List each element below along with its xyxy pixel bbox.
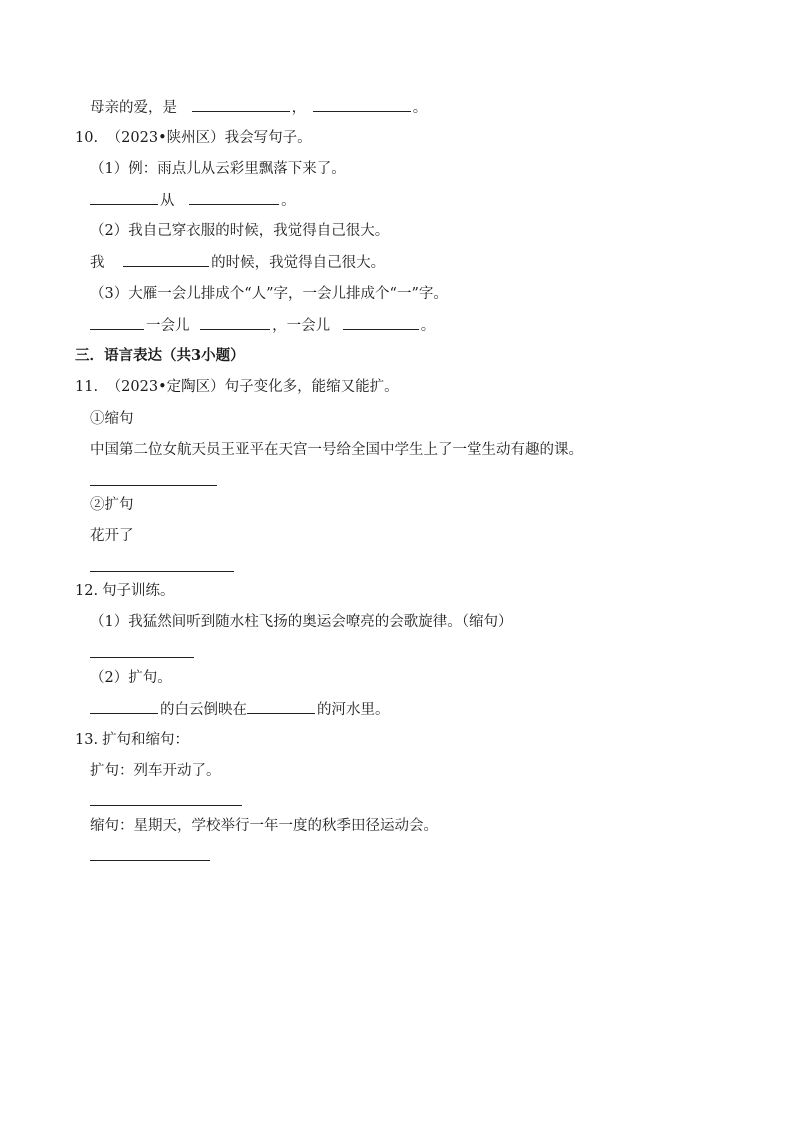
answer-blank[interactable] xyxy=(90,315,144,330)
answer-blank[interactable] xyxy=(200,315,270,330)
question-stem: 我会写句子。 xyxy=(224,130,312,146)
q13-expand-text: 扩句：列车开动了。 xyxy=(90,763,221,779)
q10-part1-prompt: （1）例：雨点儿从云彩里飘落下来了。 xyxy=(90,161,346,177)
answer-blank[interactable] xyxy=(192,97,290,112)
answer-blank[interactable] xyxy=(90,699,158,714)
q12-part1-prompt: （1）我猛然间听到随水柱飞扬的奥运会嘹亮的会歌旋律。（缩句） xyxy=(90,614,513,630)
question-number: 12. xyxy=(75,583,99,599)
question-source: （2023•陕州区） xyxy=(106,130,225,146)
q10-part3-a: 一会儿 xyxy=(146,318,190,334)
q10-part1-answer xyxy=(90,190,296,211)
answer-blank[interactable] xyxy=(343,315,419,330)
q10-part2-post: 的时候，我觉得自己很大。 xyxy=(211,255,386,271)
q12-part2-answer xyxy=(90,699,390,720)
q11-shrink-label: ①缩句 xyxy=(90,411,134,427)
question-number: 10. xyxy=(75,130,99,146)
question-11-header xyxy=(75,377,399,397)
q12-part2-prompt: （2）扩句。 xyxy=(90,670,172,686)
q10-part2-pre: 我 xyxy=(90,255,105,271)
question-stem: 句子变化多，能缩又能扩。 xyxy=(224,379,399,395)
period: 。 xyxy=(281,193,296,209)
answer-line[interactable] xyxy=(90,485,217,486)
answer-blank[interactable] xyxy=(90,190,158,205)
question-10-header xyxy=(75,128,312,148)
question-12-header xyxy=(75,581,175,601)
q10-part2-answer xyxy=(90,252,385,273)
comma: ， xyxy=(291,100,307,116)
answer-line[interactable] xyxy=(90,657,194,658)
section-title: 三．语言表达（共3小题） xyxy=(75,347,245,364)
period: 。 xyxy=(412,100,428,116)
q13-shrink-text: 缩句：星期天，学校举行一年一度的秋季田径运动会。 xyxy=(90,818,438,834)
q10-part3-answer xyxy=(90,315,435,336)
question-source: （2023•定陶区） xyxy=(106,379,225,395)
q11-expand-text: 花开了 xyxy=(90,528,134,544)
mother-love-prefix: 母亲的爱，是 xyxy=(90,100,177,116)
answer-line[interactable] xyxy=(90,860,210,861)
q12-part2-mid: 的白云倒映在 xyxy=(160,702,247,718)
q10-part3-prompt: （3）大雁一会儿排成个“人”字，一会儿排成个“一”字。 xyxy=(90,286,448,302)
question-stem: 句子训练。 xyxy=(102,583,175,599)
q10-part2-prompt: （2）我自己穿衣服的时候，我觉得自己很大。 xyxy=(90,223,390,239)
question-13-header xyxy=(75,730,189,750)
answer-blank[interactable] xyxy=(313,97,411,112)
answer-blank[interactable] xyxy=(247,699,315,714)
q10-part1-mid: 从 xyxy=(160,193,175,209)
answer-line[interactable] xyxy=(90,805,242,806)
question-number: 13. xyxy=(75,732,99,748)
q11-shrink-text: 中国第二位女航天员王亚平在天宫一号给全国中学生上了一堂生动有趣的课。 xyxy=(90,442,583,458)
question-number: 11. xyxy=(75,379,99,395)
q12-part2-end: 的河水里。 xyxy=(317,702,390,718)
question-stem: 扩句和缩句： xyxy=(102,732,190,748)
answer-line[interactable] xyxy=(90,571,234,572)
period: 。 xyxy=(420,318,436,334)
q10-part3-sep: ，一会儿 xyxy=(272,318,331,334)
answer-blank[interactable] xyxy=(123,252,209,267)
q11-expand-label: ②扩句 xyxy=(90,497,134,513)
line-mother-love xyxy=(90,97,427,118)
answer-blank[interactable] xyxy=(189,190,279,205)
